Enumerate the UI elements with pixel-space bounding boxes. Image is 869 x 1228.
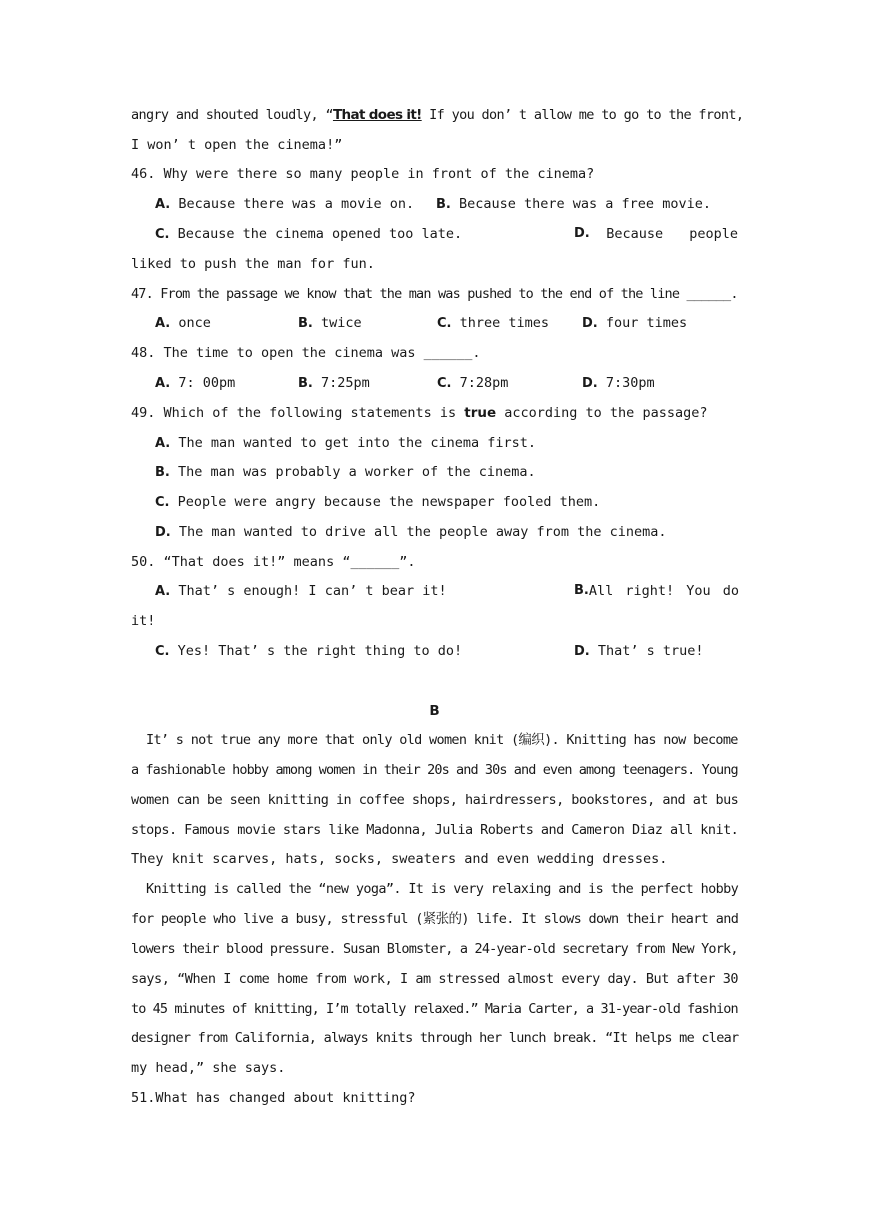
section-heading: B bbox=[429, 703, 440, 719]
option-a: A. once bbox=[155, 315, 211, 331]
paragraph-line: a fashionable hobby among women in their 20s and 30s and even among teenagers. Young bbox=[131, 762, 738, 778]
option-a: A. The man wanted to get into the cinema first. bbox=[155, 435, 537, 451]
paragraph-line: They knit scarves, hats, socks, sweaters and even wedding dresses. bbox=[131, 851, 668, 867]
paragraph-line: women can be seen knitting in coffee shops, hairdressers, bookstores, and at bus bbox=[131, 792, 739, 808]
question-options-50-cd bbox=[155, 641, 738, 661]
option-wrap: it! bbox=[131, 613, 156, 629]
paragraph-line: to 45 minutes of knitting, I’m totally relaxed.” Maria Carter, a 31-year-old fashion bbox=[131, 1001, 738, 1017]
question-stem-48: 48. The time to open the cinema was ______. bbox=[131, 345, 481, 361]
option-d: D. four times bbox=[582, 315, 688, 331]
question-options-48 bbox=[155, 373, 738, 393]
option-b: B. The man was probably a worker of the cinema. bbox=[155, 464, 536, 480]
question-stem-49: 49. Which of the following statements is true according to the passage? bbox=[131, 405, 708, 421]
paragraph-line: lowers their blood pressure. Susan Blomster, a 24-year-old secretary from New York, bbox=[131, 941, 738, 957]
paragraph-line: stops. Famous movie stars like Madonna, Julia Roberts and Cameron Diaz all knit. bbox=[131, 822, 739, 838]
paragraph-line: designer from California, always knits through her lunch break. “It helps me clear bbox=[131, 1030, 739, 1046]
paragraph-line: Knitting is called the “new yoga”. It is very relaxing and is the perfect hobby bbox=[146, 881, 739, 897]
emphasis-true: true bbox=[464, 405, 497, 421]
option-b: B. All right! You do bbox=[574, 583, 740, 599]
option-d: D. 7:30pm bbox=[582, 375, 655, 391]
option-c: C. 7:28pm bbox=[437, 375, 509, 391]
option-b: B. twice bbox=[298, 315, 362, 331]
passage-line: I won’ t open the cinema!” bbox=[131, 137, 343, 153]
quoted-phrase: That does it! bbox=[332, 107, 422, 123]
option-d: D. The man wanted to drive all the people away from the cinema. bbox=[155, 524, 667, 540]
question-stem-50: 50. “That does it!” means “______”. bbox=[131, 554, 416, 570]
question-stem-46: 46. Why were there so many people in front of the cinema? bbox=[131, 166, 595, 182]
paragraph-line: my head,” she says. bbox=[131, 1060, 286, 1076]
question-options-46 bbox=[155, 194, 738, 214]
option-c: C. Because the cinema opened too late. bbox=[155, 226, 463, 242]
passage-text: angry and shouted loudly, “ bbox=[131, 107, 333, 123]
option-wrap: liked to push the man for fun. bbox=[131, 256, 375, 272]
question-stem-51: 51.What has changed about knitting? bbox=[131, 1090, 416, 1106]
passage-line bbox=[131, 105, 744, 125]
option-b: B. Because there was a free movie. bbox=[436, 196, 711, 212]
question-options-47 bbox=[155, 313, 738, 333]
option-a: A. That’ s enough! I can’ t bear it! bbox=[155, 583, 447, 599]
paragraph-line: It’ s not true any more that only old women knit (编织). Knitting has now become bbox=[146, 732, 738, 748]
option-a: A. 7: 00pm bbox=[155, 375, 236, 391]
question-options-50-ab bbox=[155, 581, 738, 601]
option-d: D. Because people bbox=[574, 226, 738, 242]
paragraph-line: for people who live a busy, stressful (紧张的) life. It slows down their heart and bbox=[131, 911, 739, 927]
option-c: C. three times bbox=[437, 315, 550, 331]
question-options-46-cd bbox=[155, 224, 738, 244]
option-c: C. People were angry because the newspaper fooled them. bbox=[155, 494, 601, 510]
question-stem-47: 47. From the passage we know that the man was pushed to the end of the line ______. bbox=[131, 286, 738, 302]
option-a: A. Because there was a movie on. bbox=[155, 196, 415, 212]
paragraph-line: says, “When I come home from work, I am stressed almost every day. But after 30 bbox=[131, 971, 739, 987]
option-b: B. 7:25pm bbox=[298, 375, 370, 391]
option-d: D. That’ s true! bbox=[574, 643, 704, 659]
passage-text: If you don’ t allow me to go to the front, bbox=[421, 107, 744, 123]
option-c: C. Yes! That’ s the right thing to do! bbox=[155, 643, 463, 659]
